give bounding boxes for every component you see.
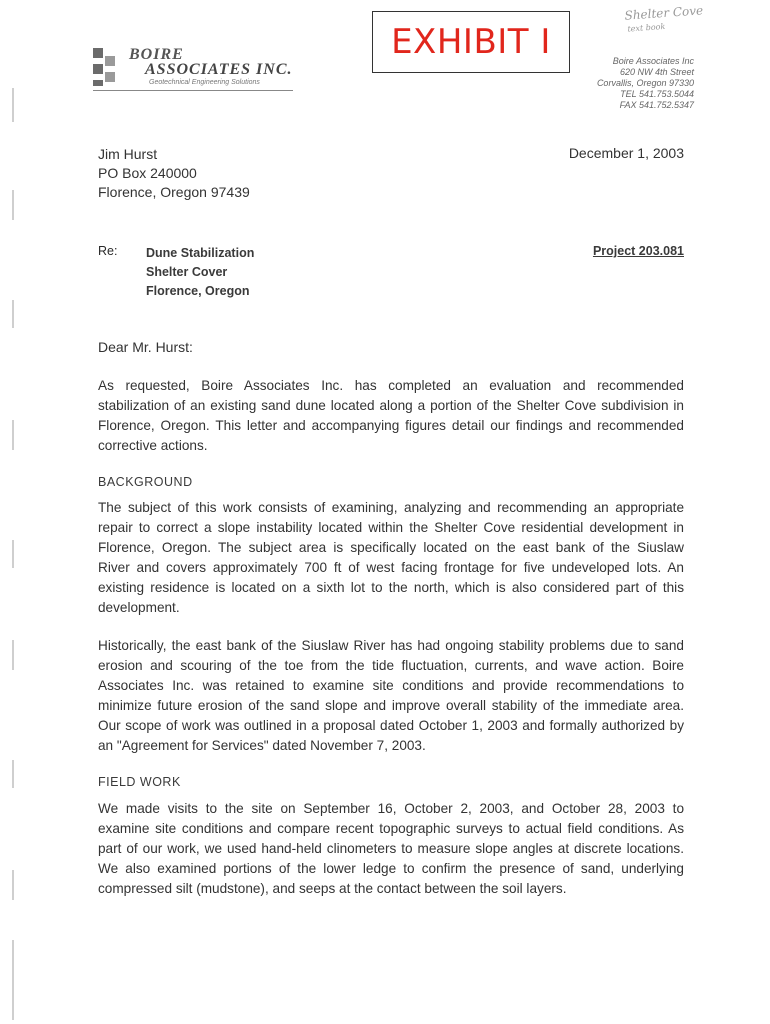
paragraph-line: stabilization of an existing sand dune located along a portion of the Shelter Cove subdivision in (98, 398, 684, 413)
exhibit-stamp-text: EXHIBIT I (391, 22, 551, 62)
scan-mark (12, 640, 14, 670)
background-heading: BACKGROUND (98, 475, 193, 489)
logo-name-line1: BOIRE (129, 46, 184, 63)
paragraph-line: erosion and scouring of the toe from the tide fluctuation, currents, and wave action. Boire (98, 658, 684, 673)
paragraph-line: an "Agreement for Services" dated November 7, 2003. (98, 738, 426, 753)
paragraph-line: Historically, the east bank of the Siuslaw River has had ongoing stability problems due to sand (98, 638, 684, 653)
paragraph-line: examine site conditions and compare recent topographic surveys to actual field conditions. As (98, 821, 684, 836)
re-label: Re: (98, 244, 118, 258)
intro-paragraph (98, 376, 684, 456)
paragraph-line: River and covers approximately 700 ft of west facing frontage for five undeveloped lots. An (98, 560, 684, 575)
paragraph-line: Florence, Oregon. The subject area is specifically located on the east bank of the Siuslaw (98, 540, 684, 555)
company-street: 620 NW 4th Street (619, 67, 694, 77)
paragraph-line: existing residence is located on a sixth lot to the north, which is also considered part of this (98, 580, 684, 595)
company-fax: FAX 541.752.5347 (619, 100, 694, 110)
recipient-name: Jim Hurst (98, 146, 158, 162)
paragraph-line: corrective actions. (98, 438, 208, 453)
logo-tagline: Geotechnical Engineering Solutions (149, 79, 260, 86)
scan-mark (12, 540, 14, 568)
paragraph-line: Associates Inc. was retained to examine site conditions and provide recommendations to (98, 678, 684, 693)
recipient-city: Florence, Oregon 97439 (98, 184, 250, 200)
paragraph-line: compressed silt (mudstone), and seeps at the contact between the soil layers. (98, 881, 567, 896)
background-paragraph-1 (98, 498, 684, 618)
recipient-block (98, 145, 250, 202)
salutation: Dear Mr. Hurst: (98, 339, 193, 355)
paragraph-line: development. (98, 600, 180, 615)
background-paragraph-2 (98, 636, 684, 756)
company-address (597, 56, 694, 111)
logo-name-line2: ASSOCIATES INC. (145, 61, 293, 78)
logo-mark-icon (93, 48, 119, 88)
paragraph-line: We also examined portions of the lower ledge to confirm the presence of sand, underlying (98, 861, 684, 876)
handwritten-note-line2: text book (627, 21, 666, 34)
paragraph-line: minimize future erosion of the sand slope and improve overall stability of the immediate area. (98, 698, 684, 713)
scan-mark (12, 870, 14, 900)
recipient-po-box: PO Box 240000 (98, 165, 197, 181)
fieldwork-paragraph (98, 799, 684, 899)
re-line: Florence, Oregon (146, 284, 250, 298)
scan-mark (12, 940, 14, 1020)
scan-mark (12, 760, 14, 788)
re-subject (146, 244, 254, 301)
letter-date: December 1, 2003 (568, 145, 684, 161)
company-name: Boire Associates Inc (612, 56, 694, 66)
paragraph-line: Florence, Oregon. This letter and accompanying figures detail our findings and recommended (98, 418, 684, 433)
paragraph-line: The subject of this work consists of examining, analyzing and recommending an appropriate (98, 500, 684, 515)
scan-mark (12, 88, 14, 122)
scan-mark (12, 300, 14, 328)
re-line: Dune Stabilization (146, 246, 255, 260)
handwritten-note (624, 3, 704, 36)
paragraph-line: We made visits to the site on September 16, October 2, 2003, and October 28, 2003 to (98, 801, 684, 816)
fieldwork-heading: FIELD WORK (98, 775, 181, 789)
exhibit-stamp (372, 11, 570, 73)
company-tel: TEL 541.753.5044 (620, 89, 694, 99)
logo-rule (93, 90, 293, 91)
scan-mark (12, 420, 14, 450)
paragraph-line: repair to correct a slope instability located within the Shelter Cove residential development in (98, 520, 684, 535)
paragraph-line: part of our work, we used hand-held clinometers to measure slope angles at discrete locations. (98, 841, 684, 856)
company-city: Corvallis, Oregon 97330 (596, 78, 694, 88)
company-logo (93, 46, 313, 96)
re-line: Shelter Cover (146, 265, 228, 279)
paragraph-line: Our scope of work was outlined in a proposal dated October 1, 2003 and formally authorized by (98, 718, 684, 733)
scan-mark (12, 190, 14, 220)
project-number: Project 203.081 (592, 244, 684, 258)
handwritten-note-line1: Shelter Cove (624, 3, 704, 23)
paragraph-line: As requested, Boire Associates Inc. has completed an evaluation and recommended (98, 378, 684, 393)
